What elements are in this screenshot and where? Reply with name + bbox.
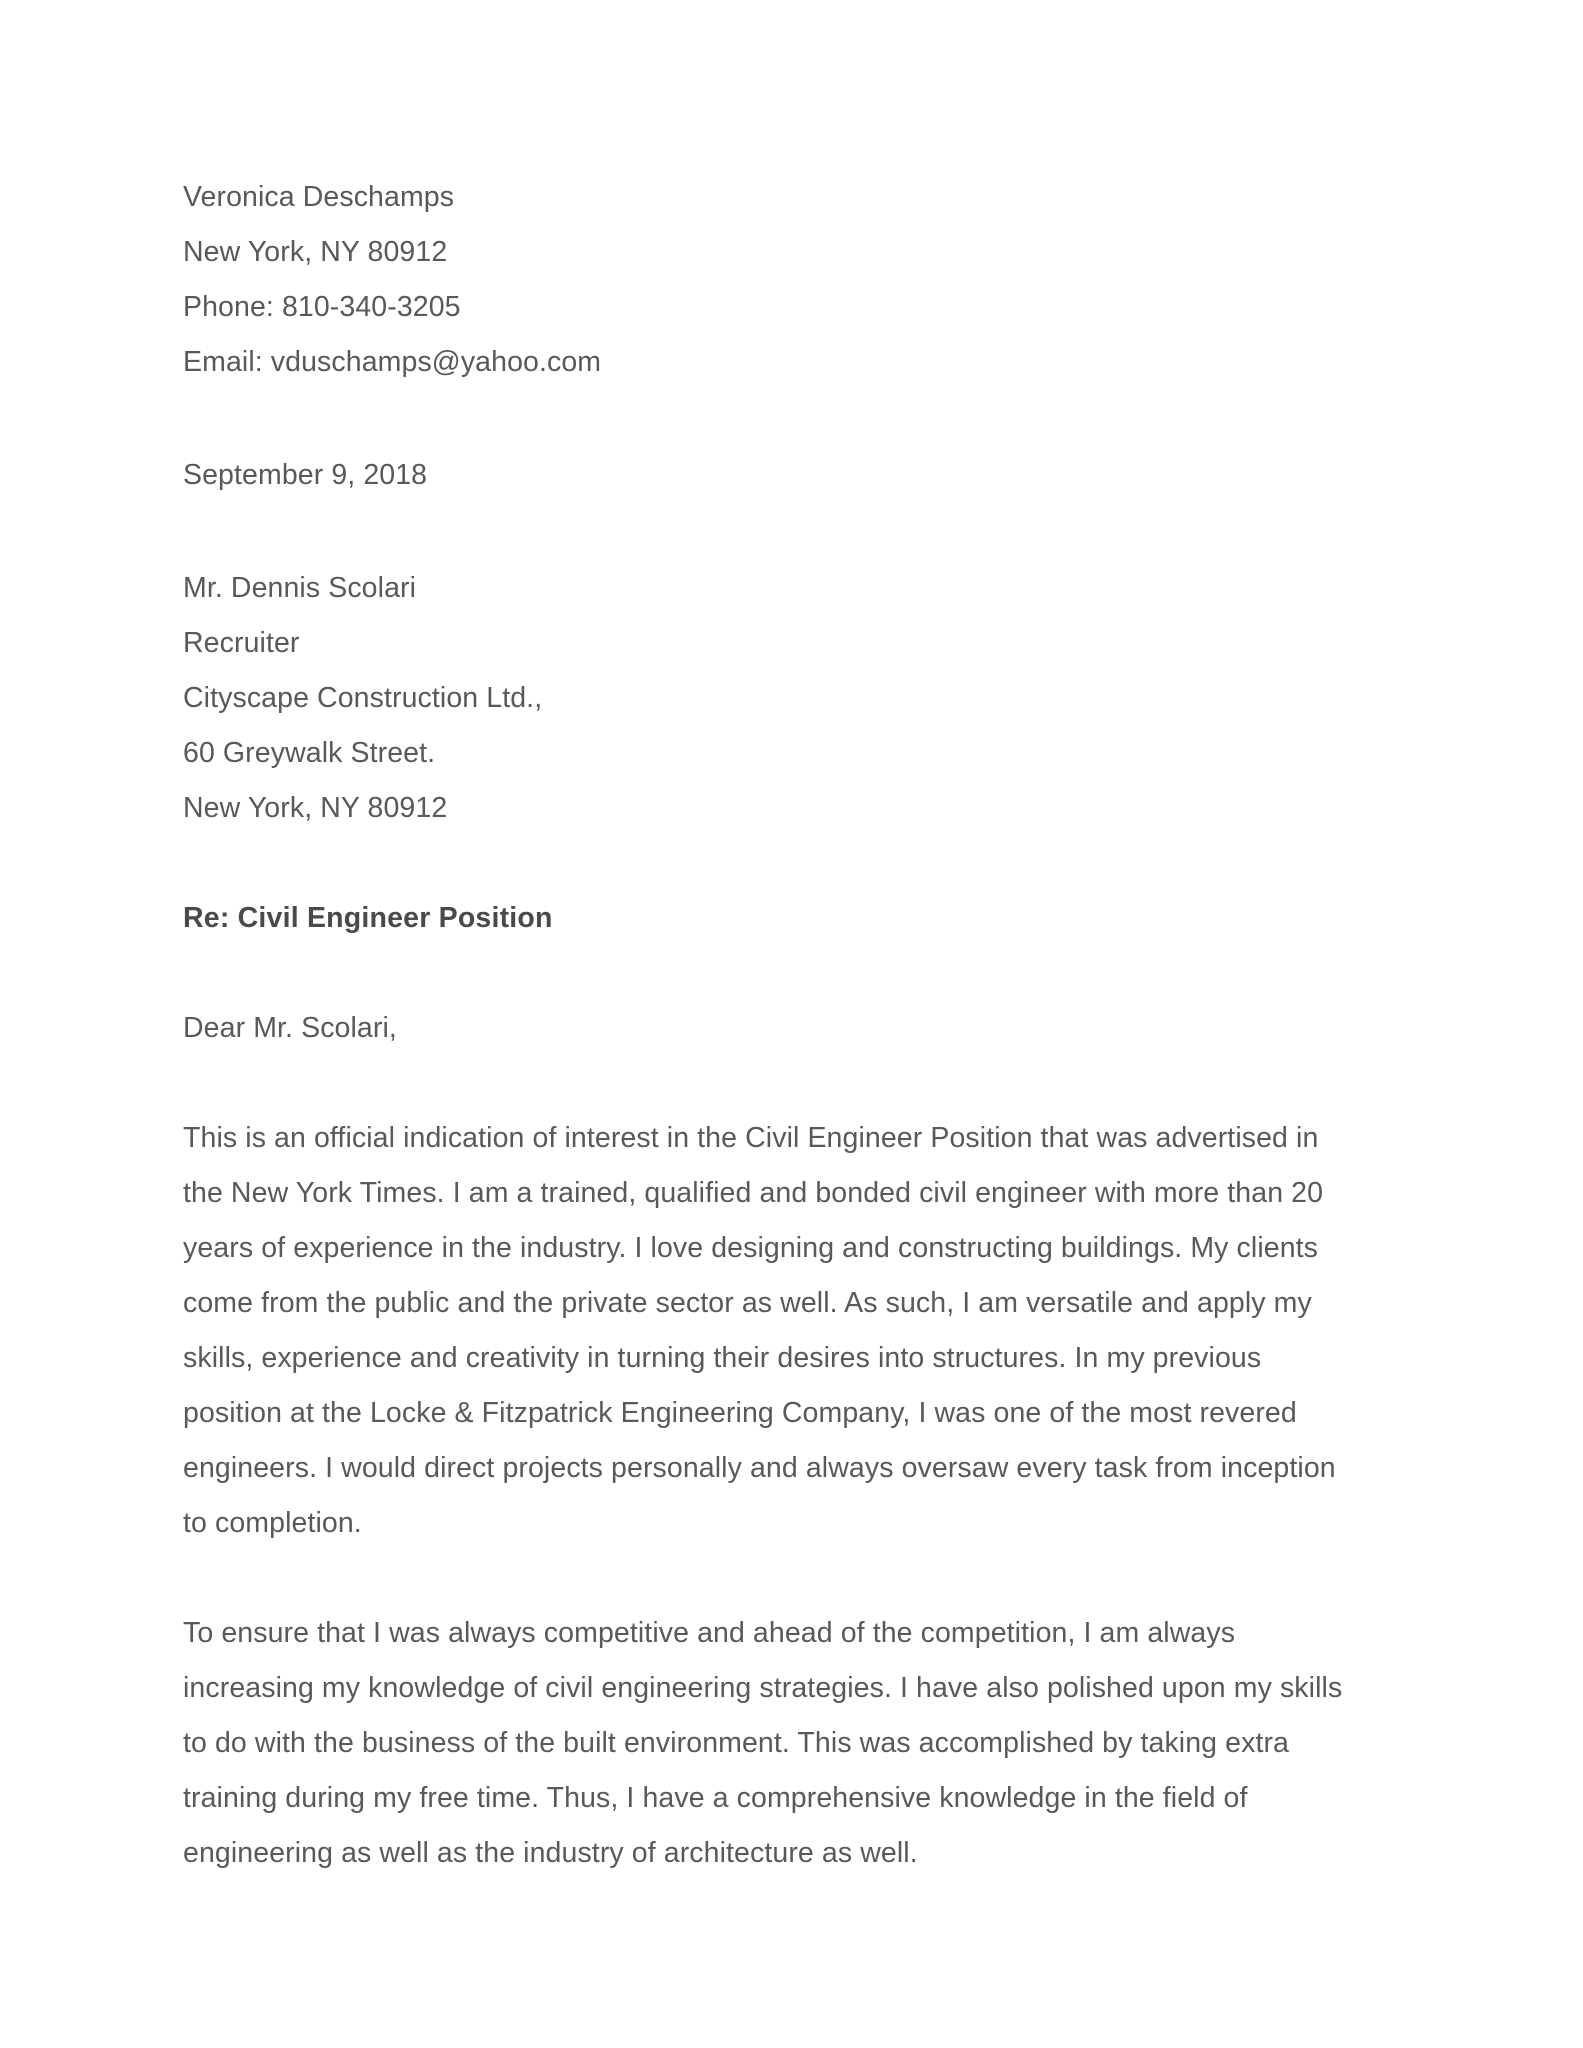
spacer-after-salutation [183, 1056, 1363, 1111]
recipient-city-state-zip: New York, NY 80912 [183, 792, 448, 824]
recipient-company: Cityscape Construction Ltd., [183, 682, 543, 714]
subject-line: Re: Civil Engineer Position [183, 902, 553, 934]
body-paragraph-1: This is an official indication of interest in the Civil Engineer Position that was advertised in the New York Times. I am a trained, qualified and bonded civil engineer with more than 20 years of experience in the industry. I love designing and constructing buildings. My clients come from the public and the private sector as well. As such, I am versatile and apply my skills, experience and creativity in turning their desires into structures. In my previous position at the Locke & Fitzpatrick Engineering Company, I was one of the most revered engineers. I would direct projects personally and always oversaw every task from inception to completion. [183, 1122, 1336, 1539]
date-block [183, 448, 1363, 503]
recipient-address-block [183, 561, 1363, 836]
letter-date: September 9, 2018 [183, 459, 428, 491]
letter-body [183, 170, 1363, 1881]
sender-email: Email: vduschamps@yahoo.com [183, 346, 602, 378]
sender-phone: Phone: 810-340-3205 [183, 291, 461, 323]
salutation-block [183, 1001, 1363, 1056]
sender-city-state-zip: New York, NY 80912 [183, 236, 448, 268]
spacer-after-recipient [183, 836, 1363, 891]
sender-address-block [183, 170, 1363, 390]
recipient-title: Recruiter [183, 627, 300, 659]
spacer-after-sender [183, 390, 1363, 448]
subject-block [183, 891, 1363, 946]
spacer-between-paragraphs [183, 1551, 1363, 1606]
recipient-street: 60 Greywalk Street. [183, 737, 436, 769]
sender-name: Veronica Deschamps [183, 181, 455, 213]
spacer-after-date [183, 503, 1363, 561]
recipient-name: Mr. Dennis Scolari [183, 572, 417, 604]
spacer-after-subject [183, 946, 1363, 1001]
salutation: Dear Mr. Scolari, [183, 1012, 397, 1044]
body-paragraph-2: To ensure that I was always competitive and ahead of the competition, I am always increasing my knowledge of civil engineering strategies. I have also polished upon my skills to do with the business of the built environment. This was accomplished by taking extra training during my free time. Thus, I have a comprehensive knowledge in the field of engineering as well as the industry of architecture as well. [183, 1617, 1343, 1869]
